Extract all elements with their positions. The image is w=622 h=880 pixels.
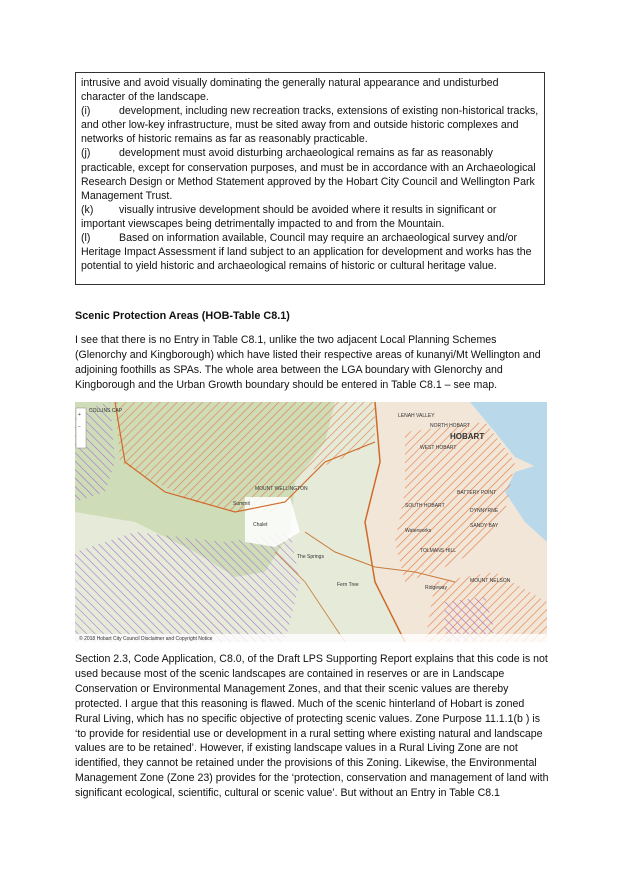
paragraph-section-2-3: Section 2.3, Code Application, C8.0, of the Draft LPS Supporting Report explains that this code is not used because most of the scenic landscapes are contained in reserves or are in Landscape Conservation or Environmental Management Zones, and that their scenic values are thereby protected. I argue that this reasoning is flawed. Much of the scenic hinterland of Hobart is zoned Rural Living, which has no specific objective of protecting scenic values. Zone Purpose 11.1.1(b ) is ‘to provide for residential use or development in a rural setting where existing natural and landscape values are to be retained’. However, if existing landscape values in a Rural Living Zone are not identified, they cannot be retained under the provisions of this Zoning. Likewise, the Environmental Management Zone (Zone 23) provides for the ‘protection, conservation and management of land with significant ecological, scientific, cultural or scenic value’. But without an Entry in Table C8.1 — [75, 653, 549, 800]
map-label-tolmans-hill: TOLMANS HILL — [420, 548, 457, 554]
map-label-mount-nelson: MOUNT NELSON — [470, 578, 511, 584]
map-label-sandy-bay: SANDY BAY — [470, 523, 499, 529]
map-label-waterworks: Waterworks — [405, 528, 432, 534]
map-label-fern-tree: Fern Tree — [337, 582, 359, 588]
boxed-item-l — [81, 231, 539, 273]
map-label-mount-wellington: MOUNT WELLINGTON — [255, 486, 308, 492]
map-svg — [75, 402, 547, 642]
map-label-hobart: HOBART — [450, 432, 485, 441]
map-footer[interactable]: © 2018 Hobart City Council Disclaimer and Copyright Notice — [79, 636, 213, 642]
section-heading: Scenic Protection Areas (HOB-Table C8.1) — [75, 310, 290, 322]
map-label-battery-point: BATTERY POINT — [457, 490, 497, 496]
boxed-item-j — [81, 146, 539, 202]
item-text: visually intrusive development should be avoided where it results in significant or important viewscapes being detrimentally impacted to and from the Mountain. — [81, 203, 497, 230]
zoom-in-icon[interactable]: + — [78, 412, 81, 418]
item-label: (j) — [81, 147, 91, 160]
map-label-summit: Summit — [233, 501, 250, 507]
map-label-the-springs: The Springs — [297, 554, 324, 560]
boxed-item-i — [81, 104, 539, 146]
item-label: (k) — [81, 203, 94, 216]
map-label-west-hobart: WEST HOBART — [420, 445, 457, 451]
map-label-lenah-valley: LENAH VALLEY — [398, 413, 435, 419]
paragraph-intro: I see that there is no Entry in Table C8.1, unlike the two adjacent Local Planning Schemes (Glenorchy and Kingborough) which have listed their respective areas of kunanyi/Mt Wellington and adjoining foothills as SPAs. The whole area between the LGA boundary with Glenorchy and Kingborough and the Urban Growth boundary should be entered in Table C8.1 – see map. — [75, 334, 541, 391]
boxed-quote — [75, 72, 545, 285]
purple-hatch-southwest — [75, 532, 300, 642]
item-text: development must avoid disturbing archaeological remains as far as reasonably practicable, except for conservation purposes, and must be in accordance with an Archaeological Research Design or Method Statement approved by the Hobart City Council and Wellington Park Management Trust. — [81, 147, 536, 202]
item-label: (i) — [81, 105, 91, 118]
map-label-ridgeway: Ridgeway — [425, 585, 447, 591]
boxed-intro: intrusive and avoid visually dominating the generally natural appearance and undisturbed character of the landscape. — [81, 77, 499, 104]
item-text: development, including new recreation tracks, extensions of existing non-historical tracks, and other low-key infrastructure, must be sited away from and outside historic complexes and networks of historic remains as far as reasonably practicable. — [81, 105, 539, 146]
zoom-out-icon[interactable]: − — [78, 424, 81, 430]
scenic-map — [75, 402, 547, 642]
item-text: Based on information available, Council may require an archaeological survey and/or Heritage Impact Assessment if land subject to an application for development and works has the potential to yield historic and archaeological remains of historic or cultural heritage value. — [81, 232, 532, 273]
map-label-chalet: Chalet — [253, 522, 268, 528]
map-label-south-hobart: SOUTH HOBART — [405, 503, 445, 509]
boxed-item-k — [81, 203, 539, 231]
map-label-dynnyrne: DYNNYRNE — [470, 508, 499, 514]
item-label: (l) — [81, 232, 91, 245]
map-label-collins-cap: COLLINS CAP — [89, 408, 123, 414]
map-label-north-hobart: NORTH HOBART — [430, 423, 470, 429]
